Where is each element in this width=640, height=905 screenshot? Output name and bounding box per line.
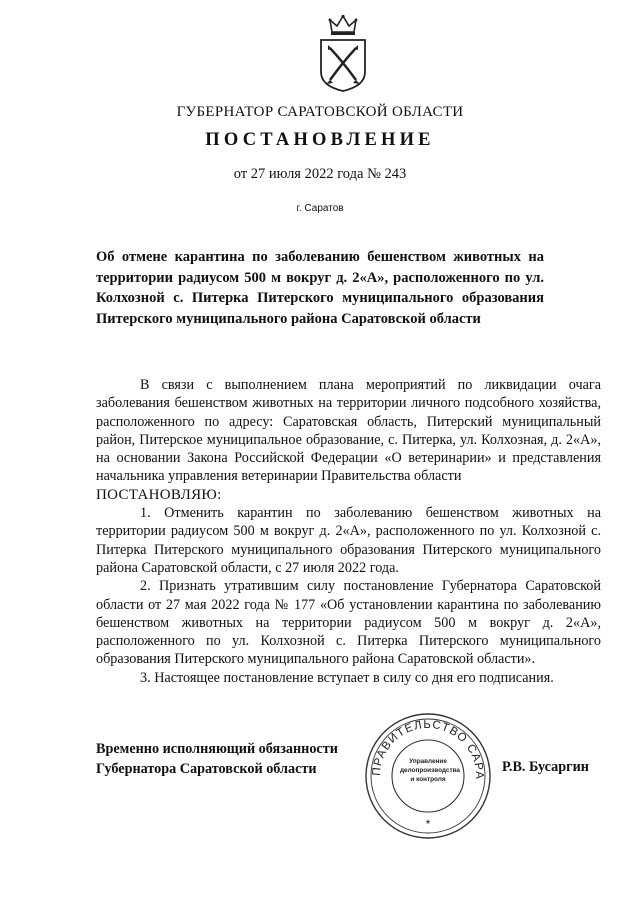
decree-item-3: 3. Настоящее постановление вступает в силу со дня его подписания. — [140, 669, 554, 686]
stamp-inner-line-3: и контроля — [410, 776, 446, 783]
document-date-number: от 27 июля 2022 года № 243 — [233, 166, 407, 182]
signer-title-line-1: Временно исполняющий обязанности — [96, 741, 338, 757]
saratov-coat-of-arms-icon — [318, 14, 368, 92]
official-stamp — [363, 712, 493, 840]
issuing-authority: ГУБЕРНАТОР САРАТОВСКОЙ ОБЛАСТИ — [176, 104, 464, 120]
decree-item-1: 1. Отменить карантин по заболеванию бешенством животных на территории радиусом 500 м вокруг д. 2«А», расположенного по ул. Колхозной с. Питерка Питерского муниципального образования Питерского муниципального района Саратовской области, с 27 июля 2022 года. — [96, 505, 601, 576]
stamp-star-icon: * — [425, 817, 431, 831]
stamp-ring-text: ПРАВИТЕЛЬСТВО САРА — [370, 718, 486, 780]
decree-item-2: 2. Признать утратившим силу постановление Губернатора Саратовской области от 27 мая 2022 года № 177 «Об установлении карантина по заболеванию бешенством животных на территории радиусом 500 м вокруг д. 2«А», расположенного по ул. Колхозной с. Питерка Питерского муниципального образования Питерского муниципального района Саратовской области». — [96, 578, 601, 668]
signer-title-line-2: Губернатора Саратовской области — [96, 761, 317, 777]
stamp-inner-line-1: Управление — [409, 758, 447, 765]
signer-title — [96, 739, 366, 779]
document-body — [96, 376, 601, 687]
document-subject: Об отмене карантина по заболеванию бешенством животных на территории радиусом 500 м вокруг д. 2«А», расположенного по ул. Колхозной с. Питерка Питерского муниципального образования Питерского муниципального района Саратовской области — [96, 249, 544, 327]
signer-name: Р.В. Бусаргин — [502, 759, 589, 775]
preamble-paragraph: В связи с выполнением плана мероприятий по ликвидации очага заболевания бешенством животных на территории личного подсобного хозяйства, расположенного по адресу: Саратовская область, Питерский муниципальный район, Питерское муниципальное образование, с. Питерка, ул. Колхозная, д. 2«А», на основании Закона Российской Федерации «О ветеринарии» и представления начальника управления ветеринарии Правительства области — [96, 377, 601, 485]
stamp-inner-line-2: делопроизводства — [400, 767, 460, 774]
place-of-issue: г. Саратов — [296, 203, 344, 214]
decree-word: ПОСТАНОВЛЯЮ: — [96, 486, 222, 503]
document-type-title: ПОСТАНОВЛЕНИЕ — [205, 130, 435, 150]
stamp-inner-text — [400, 757, 460, 784]
